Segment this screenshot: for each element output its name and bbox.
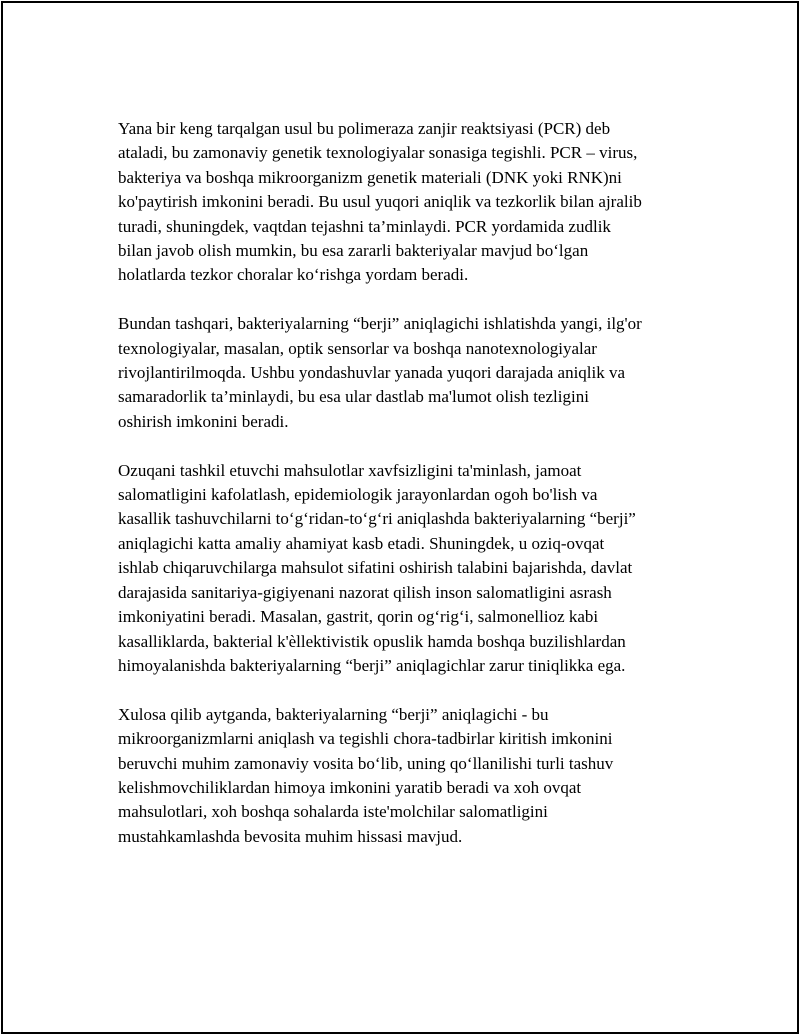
paragraph-pcr: Yana bir keng tarqalgan usul bu polimeraza zanjir reaktsiyasi (PCR) deb ataladi, bu zamonaviy genetik texnologiyalar sonasiga tegishli. PCR – virus, bakteriya va boshqa mikroorganizm genetik materiali (DNK yoki RNK)ni ko'paytirish imkonini beradi. Bu usul yuqori aniqlik va tezkorlik bilan ajralib turadi, shuningdek, vaqtdan tejashni ta’minlaydi. PCR yordamida zudlik bilan javob olish mumkin, bu esa zararli bakteriyalar mavjud bo‘lgan holatlarda tezkor choralar ko‘rishga yordam beradi. [118, 119, 642, 285]
paragraph-conclusion: Xulosa qilib aytganda, bakteriyalarning “berji” aniqlagichi - bu mikroorganizmlarni aniqlash va tegishli chora-tadbirlar kiritish imkonini beruvchi muhim zamonaviy vosita bo‘lib, uning qo‘llanilishi turli tashuv kelishmovchiliklardan himoya imkonini yaratib beradi va xoh ovqat mahsulotlari, xoh boshqa sohalarda iste'molchilar salomatligini mustahkamlashda bevosita muhim hissasi mavjud. [118, 704, 614, 846]
document-body [118, 117, 700, 874]
paragraph-new-technologies: Bundan tashqari, bakteriyalarning “berji” aniqlagichi ishlatishda yangi, ilg'or texnologiyalar, masalan, optik sensorlar va boshqa nanotexnologiyalar rivojlantirilmoqda. Ushbu yondashuvlar yanada yuqori darajada aniqlik va samaradorlik ta’minlaydi, bu esa ular dastlab ma'lumot olish tezligini oshirish imkonini beradi. [118, 314, 642, 431]
paragraph-food-safety: Ozuqani tashkil etuvchi mahsulotlar xavfsizligini ta'minlash, jamoat salomatligini kafolatlash, epidemiologik jarayonlardan ogoh bo'lish va kasallik tashuvchilarni to‘g‘ridan-to‘g‘ri aniqlashda bakteriyalarning “berji” aniqlagichi katta amaliy ahamiyat kasb etadi. Shuningdek, u oziq-ovqat ishlab chiqaruvchilarga mahsulot sifatini oshirish talabini bajarishda, davlat darajasida sanitariya-gigiyenani nazorat qilish inson salomatligini asrash imkoniyatini beradi. Masalan, gastrit, qorin og‘rig‘i, salmonellioz kabi kasalliklarda, bakterial k'èllektivistik opuslik hamda boshqa buzilishlardan himoyalanishda bakteriyalarning “berji” aniqlagichlar zarur tiniqlikka ega. [118, 460, 636, 675]
